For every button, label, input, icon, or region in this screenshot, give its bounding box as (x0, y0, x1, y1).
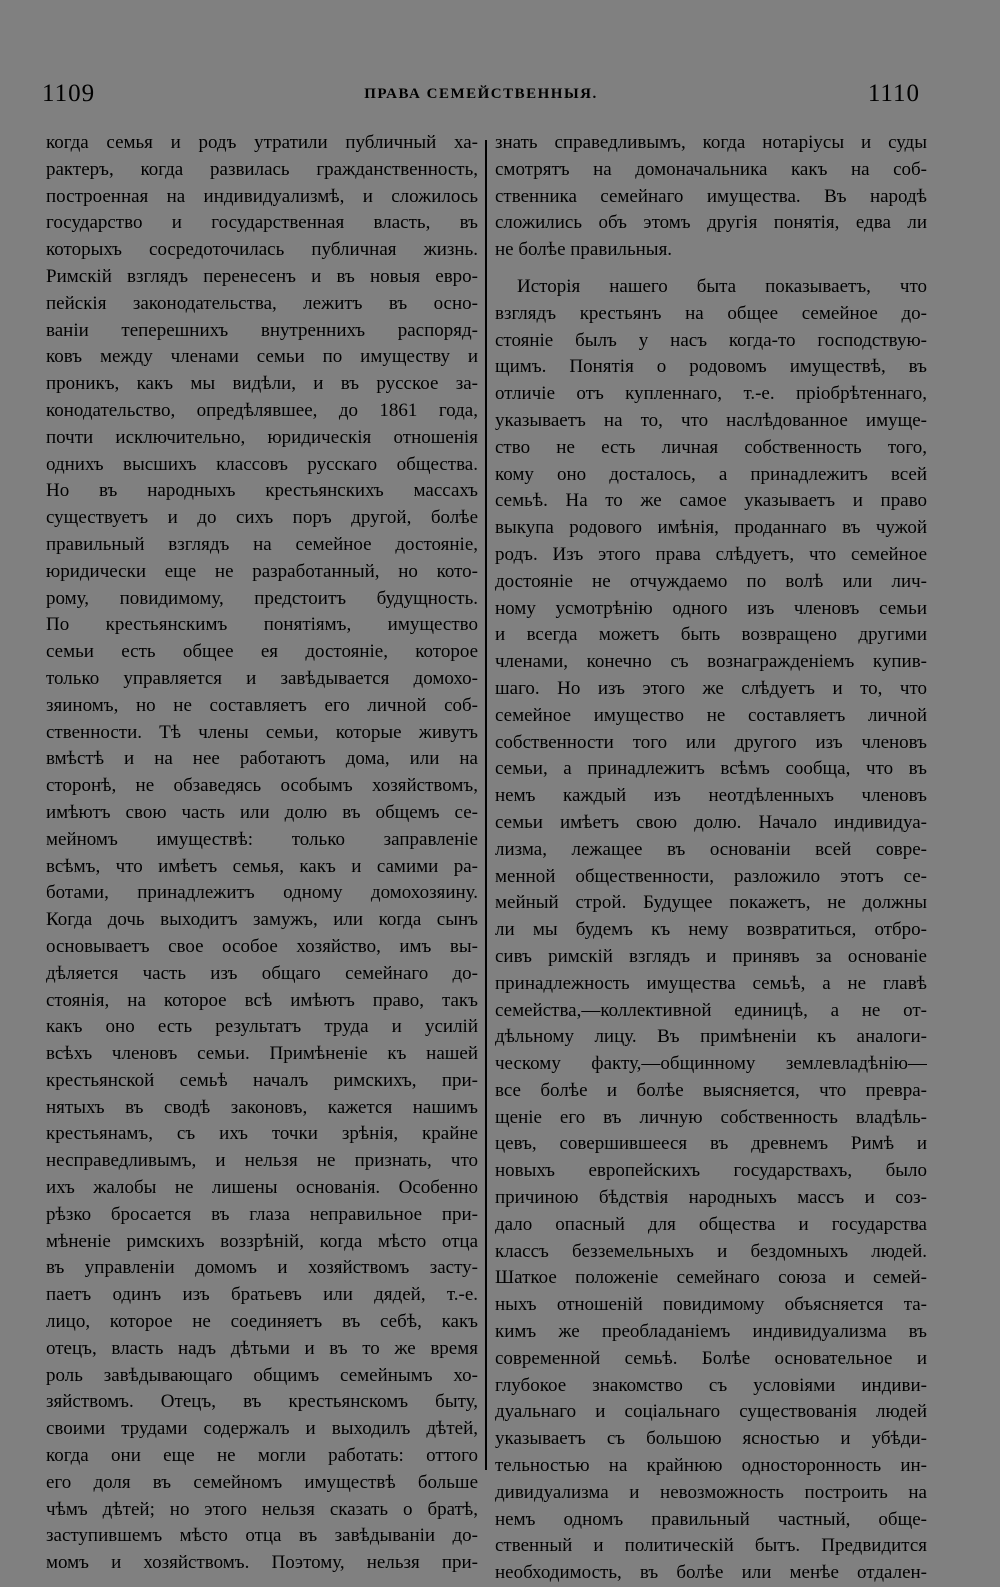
page-number-right: 1110 (867, 80, 920, 107)
text-line: сложились объ этомъ другія понятія, едва ли (495, 212, 927, 234)
text-line: пейскія законодательства, лежитъ въ осно- (46, 292, 478, 314)
text-line: цевъ, совершившееся въ древнемъ Римѣ и (495, 1133, 927, 1155)
text-line: ваніи теперешнихъ внутреннихъ распоряд- (46, 319, 478, 341)
text-line: какъ оно есть результатъ труда и усилій (46, 1016, 478, 1038)
text-line: имѣютъ свою часть или долю въ общемъ се- (46, 801, 478, 823)
text-line: чѣмъ дѣтей; но этого нельзя сказать о братѣ, (46, 1498, 478, 1520)
text-line: По крестьянскимъ понятіямъ, имущество (46, 614, 478, 636)
text-line: нятыхъ въ сводѣ законовъ, кажется нашимъ (46, 1096, 478, 1118)
text-line: дивидуализма и невозможность построить на (495, 1481, 927, 1503)
text-line: семьи есть общее ея достояніе, которое (46, 641, 478, 663)
text-line: крестьянамъ, съ ихъ точки зрѣнія, крайне (46, 1123, 478, 1145)
text-line: смотрятъ на домоначальника какъ на соб- (495, 158, 927, 180)
text-line: Шаткое положеніе семейнаго союза и семей- (495, 1267, 927, 1289)
text-line: ли мы будемъ къ нему возвратиться, отбро- (495, 919, 927, 941)
text-line: ство не есть личная собственность того, (495, 436, 927, 458)
text-line: новыхъ европейскихъ государствахъ, было (495, 1160, 927, 1182)
text-line: ственности. Тѣ члены семьи, которые живутъ (46, 721, 478, 743)
text-line: кимъ же преобладаніемъ индивидуализма въ (495, 1321, 927, 1343)
text-line: Исторія нашего быта показываетъ, что (517, 275, 927, 297)
text-line: рактеръ, когда развилась гражданственность, (46, 158, 478, 180)
text-line: стояніе былъ у насъ когда-то господствую- (495, 329, 927, 351)
text-line: однихъ высшихъ классовъ русскаго общества. (46, 453, 478, 475)
text-line: сивъ римскій взглядъ и принявъ за основаніе (495, 945, 927, 967)
text-line: выкупа родового имѣнія, проданнаго въ чужой (495, 517, 927, 539)
text-line: Римскій взглядъ перенесенъ и въ новыя евро- (46, 265, 478, 287)
text-line: своими трудами содержалъ и выходилъ дѣтей, (46, 1418, 478, 1440)
text-line: взглядъ крестьянъ на общее семейное до- (495, 302, 927, 324)
text-line: принадлежность имущества семьѣ, а не главѣ (495, 972, 927, 994)
text-line: классъ безземельныхъ и бездомныхъ людей. (495, 1240, 927, 1262)
text-line: ственный и политическій бытъ. Предвидится (495, 1535, 927, 1557)
text-line: все болѣе и болѣе выясняется, что превра- (495, 1079, 927, 1101)
text-line: тельностью на крайнюю односторонность ин- (495, 1455, 927, 1477)
text-line: отличіе отъ купленнаго, т.-е. пріобрѣтеннаго, (495, 383, 927, 405)
text-line: стоянія, на которое всѣ имѣютъ право, такъ (46, 989, 478, 1011)
text-line: ныхъ отношеній повидимому объясняется та- (495, 1294, 927, 1316)
text-line: дуальнаго и соціальнаго существованія людей (495, 1401, 927, 1423)
text-line: немъ каждый изъ неотдѣленныхъ членовъ (495, 785, 927, 807)
text-line: мейный строй. Будущее покажетъ, не должны (495, 892, 927, 914)
text-line: которыхъ сосредоточилась публичная жизнь. (46, 239, 478, 261)
text-line: родъ. Изъ этого права слѣдуетъ, что семейное (495, 543, 927, 565)
text-line: указываетъ на то, что наслѣдованное имуще- (495, 409, 927, 431)
text-line: зяиномъ, но не составляетъ его личной соб- (46, 694, 478, 716)
text-line: заступившемъ мѣсто отца въ завѣдываніи до- (46, 1525, 478, 1547)
text-line: паетъ одинъ изъ братьевъ или дядей, т.-е. (46, 1284, 478, 1306)
text-line: Когда дочь выходитъ замужъ, или когда сынъ (46, 909, 478, 931)
text-line: ственника семейнаго имущества. Въ народѣ (495, 185, 927, 207)
text-line: крестьянской семьѣ началъ римскихъ, при- (46, 1069, 478, 1091)
text-line: въ управленіи домомъ и хозяйствомъ засту- (46, 1257, 478, 1279)
text-line: лицо, которое не соединяетъ въ себѣ, какъ (46, 1311, 478, 1333)
text-line: Но въ народныхъ крестьянскихъ массахъ (46, 480, 478, 502)
text-line: достояніе не отчуждаемо по волѣ или лич- (495, 570, 927, 592)
text-line: необходимость, въ болѣе или менѣе отдален- (495, 1562, 927, 1584)
text-line: отецъ, власть надъ дѣтьми и въ то же время (46, 1337, 478, 1359)
text-line: вмѣстѣ и на нее работаютъ дома, или на (46, 748, 478, 770)
text-line: знать справедливымъ, когда нотаріусы и суды (495, 132, 927, 153)
text-line: только управляется и завѣдывается домохо- (46, 667, 478, 689)
right-paragraph-2 (495, 274, 927, 1587)
text-line: государство и государственная власть, въ (46, 212, 478, 234)
page-header (42, 80, 920, 116)
right-paragraph-1 (495, 130, 927, 264)
column-divider (485, 140, 487, 1470)
text-line: ботами, принадлежитъ одному домохозяину. (46, 882, 478, 904)
text-line: построенная на индивидуализмѣ, и сложилось (46, 185, 478, 207)
text-line: момъ и хозяйствомъ. Поэтому, нельзя при- (46, 1552, 478, 1574)
text-line: зяйствомъ. Отецъ, въ крестьянскомъ быту, (46, 1391, 478, 1413)
text-line: семейства,—коллективной единицѣ, а не от- (495, 999, 927, 1021)
text-line: ковъ между членами семьи по имуществу и (46, 346, 478, 368)
text-line: несправедливымъ, и нельзя не признать, что (46, 1150, 478, 1172)
text-line: ихъ жалобы не лишены основанія. Особенно (46, 1177, 478, 1199)
text-line: ческому факту,—общинному землевладѣнію— (495, 1053, 927, 1075)
text-line: собственности того или другого изъ членовъ (495, 731, 927, 753)
text-line: мейномъ имуществѣ: только заправленіе (46, 828, 478, 850)
text-line: конодательство, опредѣлявшее, до 1861 года, (46, 399, 478, 421)
text-line: всѣхъ членовъ семьи. Примѣненіе къ нашей (46, 1043, 478, 1065)
text-line: не болѣе правильныя. (495, 239, 673, 261)
text-line: сторонѣ, не обзаведясь особымъ хозяйствомъ, (46, 775, 478, 797)
paragraph-gap (495, 264, 927, 274)
text-line: дѣляется часть изъ общаго семейнаго до- (46, 962, 478, 984)
text-line: семьѣ. На то же самое указываетъ и право (495, 490, 927, 512)
text-line: роль завѣдывающаго общимъ семейнымъ хо- (46, 1364, 478, 1386)
running-title: ПРАВА СЕМЕЙСТВЕННЫЯ. (364, 86, 598, 102)
text-line: указываетъ съ большою ясностью и убѣди- (495, 1428, 927, 1450)
text-line: когда семья и родъ утратили публичный ха- (46, 132, 478, 153)
text-line: семьи имѣетъ свою долю. Начало индивидуа- (495, 811, 927, 833)
text-line: основываетъ свое особое хозяйство, имъ вы- (46, 935, 478, 957)
text-line: ному усмотрѣнію одного изъ членовъ семьи (495, 597, 927, 619)
text-line: семьи, а принадлежитъ всѣмъ сообща, что въ (495, 758, 927, 780)
text-line: рѣзко бросается въ глаза неправильное при- (46, 1203, 478, 1225)
text-line: немъ одномъ правильный частный, обще- (495, 1508, 927, 1530)
text-line: причиною бѣдствія народныхъ массъ и соз- (495, 1187, 927, 1209)
page-number-left: 1109 (42, 80, 96, 107)
text-line: мѣненіе римскихъ воззрѣній, когда мѣсто отца (46, 1230, 478, 1252)
text-line: глубокое знакомство съ условіями индиви- (495, 1374, 927, 1396)
text-line: его доля въ семейномъ имуществѣ больше (46, 1471, 478, 1493)
left-column (46, 130, 478, 1577)
right-column (495, 130, 927, 1587)
text-line: лизма, лежащее въ основаніи всей совре- (495, 838, 927, 860)
text-line: щеніе его въ личную собственность владѣль- (495, 1106, 927, 1128)
text-line: дѣльному лицу. Въ примѣненіи къ аналоги- (495, 1026, 927, 1048)
text-line: менной общественности, разложило этотъ се- (495, 865, 927, 887)
text-line: членами, конечно съ вознагражденіемъ купив- (495, 651, 927, 673)
text-line: проникъ, какъ мы видѣли, и въ русское за- (46, 373, 478, 395)
text-line: почти исключительно, юридическія отношенія (46, 426, 478, 448)
text-line: современной семьѣ. Болѣе основательное и (495, 1347, 927, 1369)
text-line: существуетъ и до сихъ поръ другой, болѣе (46, 507, 478, 529)
text-line: кому оно досталось, а принадлежитъ всей (495, 463, 927, 485)
text-line: семейное имущество не составляетъ личной (495, 704, 927, 726)
text-line: всѣмъ, что имѣетъ семья, какъ и самими ра- (46, 855, 478, 877)
text-line: правильный взглядъ на семейное достояніе, (46, 533, 478, 555)
text-line: рому, повидимому, предстоитъ будущность. (46, 587, 478, 609)
text-line: юридически еще не разработанный, но кото- (46, 560, 478, 582)
text-line: дало опасный для общества и государства (495, 1213, 927, 1235)
text-line: щимъ. Понятія о родовомъ имуществѣ, въ (495, 356, 927, 378)
text-line: когда они еще не могли работать: оттого (46, 1445, 478, 1467)
text-line: и всегда можетъ быть возвращено другими (495, 624, 927, 646)
text-line: шаго. Но изъ этого же слѣдуетъ и то, что (495, 677, 927, 699)
